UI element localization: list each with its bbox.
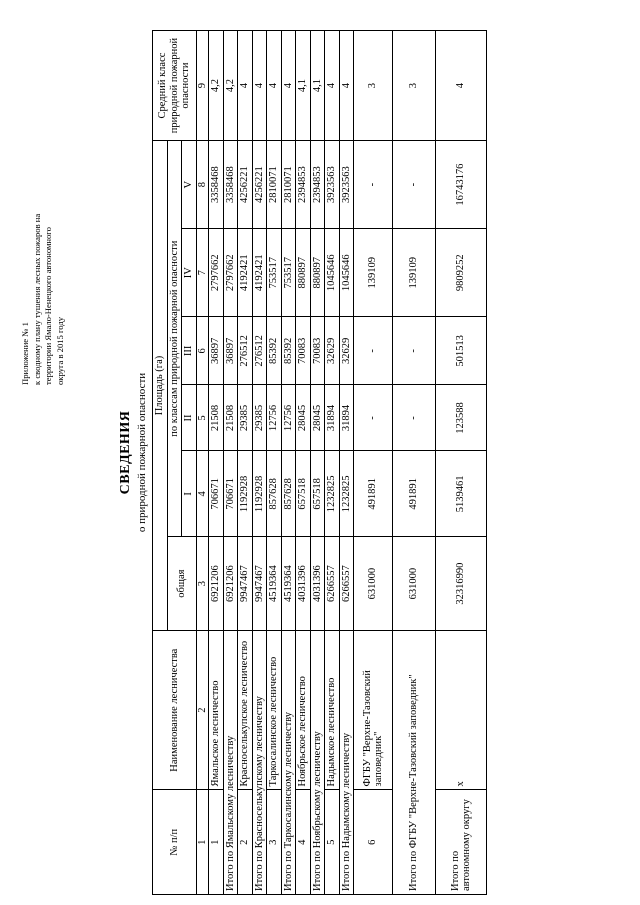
cell-avg: 4 [238, 31, 253, 141]
cell-class-5: 2394853 [296, 141, 311, 229]
cell-class-4: 1045646 [325, 229, 340, 317]
cell-class-5: 4256221 [238, 141, 253, 229]
cell-subtotal-label: Итого по Ноябрьскому лесничеству [310, 630, 325, 894]
fire-danger-table [152, 30, 487, 895]
cell-total: 631000 [393, 537, 436, 631]
cell-name: х [436, 630, 487, 790]
column-number-row [196, 31, 209, 895]
cell-total: 4031396 [296, 537, 311, 631]
cell-total: 6266557 [325, 537, 340, 631]
cell-class-2: 123588 [436, 385, 487, 451]
cell-class-1: 857628 [281, 451, 296, 537]
cell-class-3: 70083 [296, 317, 311, 385]
cell-avg: 4 [267, 31, 282, 141]
cell-class-5: 3923563 [325, 141, 340, 229]
appendix-line-4: округа в 2015 году [54, 316, 65, 385]
cell-total: 6921206 [223, 537, 238, 631]
cell-subtotal-label: Итого по Надымскому лесничеству [339, 630, 354, 894]
cell-num: 3 [267, 790, 282, 895]
cell-avg: 4,2 [209, 31, 224, 141]
cell-class-2: 21508 [209, 385, 224, 451]
cell-class-2: - [393, 385, 436, 451]
cell-class-1: 1192928 [252, 451, 267, 537]
header-by-classes: по классам природной пожарной опасности [167, 141, 182, 537]
cell-class-4: 753517 [267, 229, 282, 317]
cell-class-3: 276512 [238, 317, 253, 385]
cell-class-1: 1232825 [325, 451, 340, 537]
cell-class-5: 3358468 [223, 141, 238, 229]
cell-total: 4519364 [281, 537, 296, 631]
document-subtitle: о природной пожарной опасности [136, 372, 148, 533]
document-title: СВЕДЕНИЯ [118, 410, 133, 495]
cell-class-3: - [393, 317, 436, 385]
cell-avg: 4,1 [310, 31, 325, 141]
cell-class-4: 880897 [310, 229, 325, 317]
cell-class-1: 657518 [296, 451, 311, 537]
column-number: 2 [196, 630, 209, 790]
cell-name: ФГБУ "Верхне-Тазовский заповедник" [354, 630, 393, 790]
cell-class-2: 21508 [223, 385, 238, 451]
cell-class-5: 2394853 [310, 141, 325, 229]
cell-class-4: 4192421 [238, 229, 253, 317]
column-number: 9 [196, 31, 209, 141]
cell-total: 4031396 [310, 537, 325, 631]
cell-class-2: 31894 [325, 385, 340, 451]
cell-total: 9947467 [238, 537, 253, 631]
header-class-5: V [182, 141, 197, 229]
appendix-line-2: к сводному плану тушения лесных пожаров на [31, 213, 42, 385]
appendix-line-3: территории Ямало-Ненецкого автономного [43, 227, 53, 385]
cell-subtotal-label: Итого по Ямальскому лесничеству [223, 630, 238, 894]
cell-num: 4 [296, 790, 311, 895]
cell-class-1: 1232825 [339, 451, 354, 537]
cell-class-3: - [354, 317, 393, 385]
subtotal-row [252, 31, 267, 895]
cell-class-1: 657518 [310, 451, 325, 537]
cell-class-4: 4192421 [252, 229, 267, 317]
cell-class-5: 2810071 [281, 141, 296, 229]
cell-class-2: 31894 [339, 385, 354, 451]
column-number: 5 [196, 385, 209, 451]
cell-avg: 4 [325, 31, 340, 141]
cell-avg: 3 [393, 31, 436, 141]
appendix-note [20, 25, 66, 385]
subtotal-row [393, 31, 436, 895]
cell-class-2: 29385 [252, 385, 267, 451]
cell-class-1: 491891 [354, 451, 393, 537]
column-number: 6 [196, 317, 209, 385]
column-number: 4 [196, 451, 209, 537]
table-row [209, 31, 224, 895]
column-number: 7 [196, 229, 209, 317]
cell-total: 9947467 [252, 537, 267, 631]
cell-class-2: 28045 [296, 385, 311, 451]
cell-num: 6 [354, 790, 393, 895]
cell-total: 6266557 [339, 537, 354, 631]
cell-avg: 4 [252, 31, 267, 141]
cell-class-4: 139109 [393, 229, 436, 317]
cell-avg: 4,1 [296, 31, 311, 141]
cell-class-5: 3358468 [209, 141, 224, 229]
appendix-line-1: Приложение № 1 [20, 322, 30, 385]
column-number: 3 [196, 537, 209, 631]
cell-avg: 4 [436, 31, 487, 141]
header-name: Наименование лесничества [153, 630, 197, 790]
subtotal-row [223, 31, 238, 895]
cell-num: 1 [209, 790, 224, 895]
cell-total: 631000 [354, 537, 393, 631]
subtotal-row [339, 31, 354, 895]
cell-total: 32316990 [436, 537, 487, 631]
cell-name: Ямальское лесничество [209, 630, 224, 790]
header-class-1: I [182, 451, 197, 537]
cell-class-1: 706671 [223, 451, 238, 537]
header-num: № п/п [153, 790, 197, 895]
header-class-3: III [182, 317, 197, 385]
cell-class-4: 2797662 [209, 229, 224, 317]
cell-name: Красноселькупское лесничество [238, 630, 253, 790]
grand-total-row [436, 31, 487, 895]
cell-class-1: 5139461 [436, 451, 487, 537]
header-avg-class: Средний класс природной пожарной опасности [153, 31, 197, 141]
cell-class-3: 85392 [281, 317, 296, 385]
subtotal-row [281, 31, 296, 895]
cell-total: 6921206 [209, 537, 224, 631]
cell-class-4: 1045646 [339, 229, 354, 317]
cell-name: Таркосалинское лесничество [267, 630, 282, 790]
table-row [267, 31, 282, 895]
column-number: 8 [196, 141, 209, 229]
cell-class-4: 880897 [296, 229, 311, 317]
cell-class-1: 491891 [393, 451, 436, 537]
cell-subtotal-label: Итого по Таркосалинскому лесничеству [281, 630, 296, 894]
cell-class-3: 85392 [267, 317, 282, 385]
cell-class-1: 1192928 [238, 451, 253, 537]
header-area: Площадь (га) [153, 141, 168, 631]
table-row [296, 31, 311, 895]
cell-class-3: 36897 [223, 317, 238, 385]
table-row [354, 31, 393, 895]
cell-num: 2 [238, 790, 253, 895]
subtotal-row [310, 31, 325, 895]
cell-class-5: 4256221 [252, 141, 267, 229]
cell-num: 5 [325, 790, 340, 895]
cell-avg: 4,2 [223, 31, 238, 141]
cell-class-1: 857628 [267, 451, 282, 537]
cell-class-3: 32629 [339, 317, 354, 385]
header-total: общая [167, 537, 196, 631]
header-class-2: II [182, 385, 197, 451]
cell-avg: 4 [281, 31, 296, 141]
cell-class-3: 501513 [436, 317, 487, 385]
cell-class-4: 139109 [354, 229, 393, 317]
cell-total: 4519364 [267, 537, 282, 631]
cell-class-5: 2810071 [267, 141, 282, 229]
header-class-4: IV [182, 229, 197, 317]
cell-class-3: 276512 [252, 317, 267, 385]
cell-class-3: 70083 [310, 317, 325, 385]
cell-class-2: 12756 [281, 385, 296, 451]
cell-class-5: 16743176 [436, 141, 487, 229]
column-number: 1 [196, 790, 209, 895]
cell-class-5: 3923563 [339, 141, 354, 229]
cell-class-4: 2797662 [223, 229, 238, 317]
cell-subtotal-label: Итого по ФГБУ "Верхне-Тазовский заповедник" [393, 630, 436, 894]
cell-class-3: 36897 [209, 317, 224, 385]
cell-class-2: - [354, 385, 393, 451]
cell-class-5: - [393, 141, 436, 229]
cell-grand-total-label: Итого по автономному округу [436, 790, 487, 895]
cell-class-4: 753517 [281, 229, 296, 317]
cell-avg: 4 [339, 31, 354, 141]
cell-avg: 3 [354, 31, 393, 141]
cell-class-4: 9809252 [436, 229, 487, 317]
table-row [325, 31, 340, 895]
cell-class-2: 12756 [267, 385, 282, 451]
cell-class-2: 28045 [310, 385, 325, 451]
cell-name: Надымское лесничество [325, 630, 340, 790]
cell-class-3: 32629 [325, 317, 340, 385]
cell-subtotal-label: Итого по Красноселькупскому лесничеству [252, 630, 267, 894]
cell-class-1: 706671 [209, 451, 224, 537]
cell-class-5: - [354, 141, 393, 229]
cell-name: Ноябрьское лесничество [296, 630, 311, 790]
table-row [238, 31, 253, 895]
cell-class-2: 29385 [238, 385, 253, 451]
